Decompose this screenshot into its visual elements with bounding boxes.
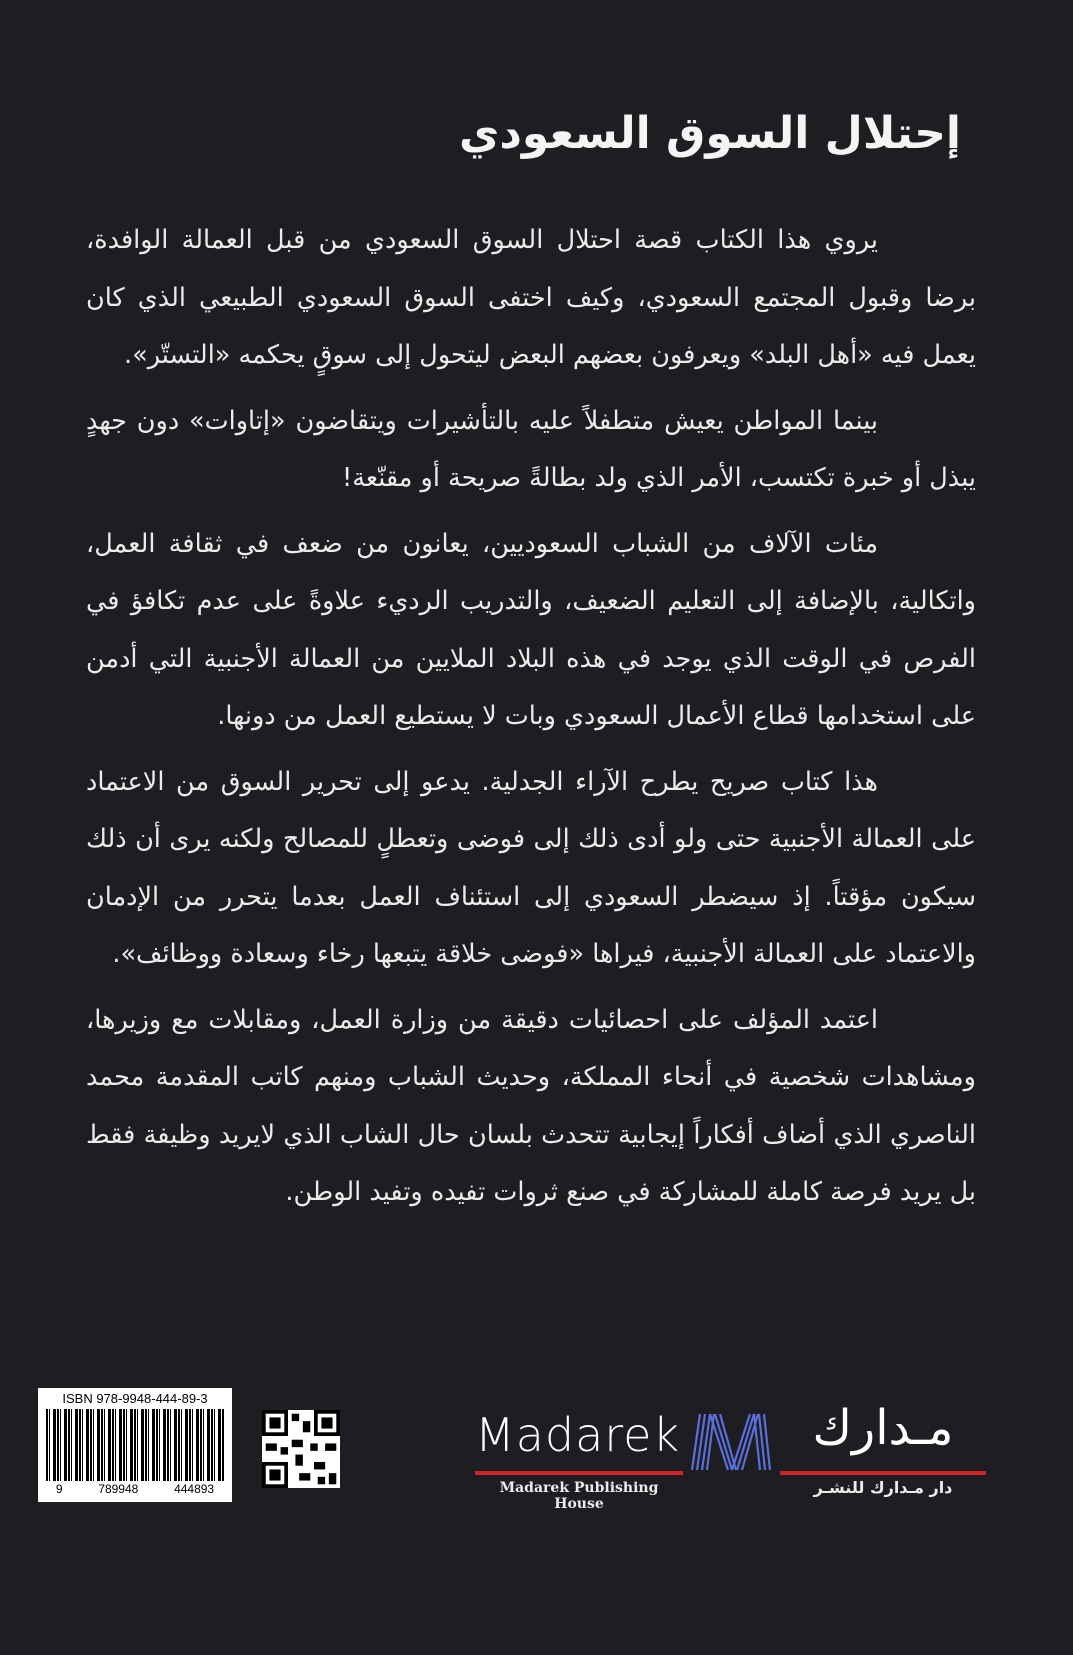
madarek-m-logo-icon	[688, 1412, 772, 1472]
barcode-bars	[46, 1409, 224, 1481]
barcode-digits	[38, 1482, 232, 1496]
blurb-paragraph: يروي هذا الكتاب قصة احتلال السوق السعودي من قبل العمالة الوافدة، برضا وقبول المجتمع السعودي، وكيف اختفى السوق السعودي الطبيعي الذي كان يعمل فيه «أهل البلد» ويعرفون بعضهم البعض ليتحول إلى سوقٍ يحكمه «التستّر».	[86, 225, 976, 370]
book-title: إحتلال السوق السعودي	[459, 108, 961, 159]
isbn-barcode	[38, 1388, 232, 1502]
blurb-paragraph: اعتمد المؤلف على احصائيات دقيقة من وزارة العمل، ومقابلات مع وزيرها، ومشاهدات شخصية في أنحاء المملكة، وحديث الشباب ومنهم كاتب المقدمة محمد الناصري الذي أضاف أفكاراً إيجابية تتحدث بلسان حال الشاب الذي لايريد وظيفة فقط بل يريد فرصة كاملة للمشاركة في صنع ثروات تفيده وتفيد الوطن.	[86, 1004, 976, 1207]
publisher-subtitle-en: Madarek Publishing House	[499, 1480, 659, 1512]
isbn-text: ISBN 978-9948-444-89-3	[62, 1391, 208, 1406]
barcode-digit-group: 9	[55, 1482, 63, 1496]
publisher-subtitle-ar: دار مـدارك للنشـر	[813, 1478, 953, 1497]
publisher-logo-en: Madarek	[475, 1408, 681, 1462]
qr-code-icon	[262, 1410, 340, 1488]
blurb-paragraph: بينما المواطن يعيش متطفلاً عليه بالتأشيرات ويتقاضون «إتاوات» دون جهدٍ يبذل أو خبرة تكتسب، الأمر الذي ولد بطالةً صريحة أو مقنّعة!	[86, 405, 976, 493]
barcode-digit-group: 789948	[98, 1482, 139, 1496]
blurb	[86, 212, 976, 1230]
divider	[780, 1471, 986, 1475]
blurb-paragraph: هذا كتاب صريح يطرح الآراء الجدلية. يدعو إلى تحرير السوق من الاعتماد على العمالة الأجنبية حتى ولو أدى ذلك إلى فوضى وتعطلٍ للمصالح ولكنه يرى أن ذلك سيكون مؤقتاً. إذ سيضطر السعودي إلى استئناف العمل بعدما يتحرر من الإدمان والاعتماد على العمالة الأجنبية، فيراها «فوضى خلاقة يتبعها رخاء وسعادة ووظائف».	[86, 766, 976, 969]
barcode-digit-group: 444893	[174, 1482, 215, 1496]
blurb-paragraph: مئات الآلاف من الشباب السعوديين، يعانون من ضعف في ثقافة العمل، واتكالية، بالإضافة إلى التعليم الضعيف، والتدريب الرديء علاوةً على عدم تكافؤ في الفرص في الوقت الذي يوجد في هذه البلاد الملايين من العمالة الأجنبية التي أدمن على استخدامها قطاع الأعمال السعودي وبات لا يستطيع العمل من دونها.	[86, 528, 976, 731]
publisher-logo-ar: مـدارك	[812, 1400, 954, 1456]
divider	[475, 1471, 683, 1475]
